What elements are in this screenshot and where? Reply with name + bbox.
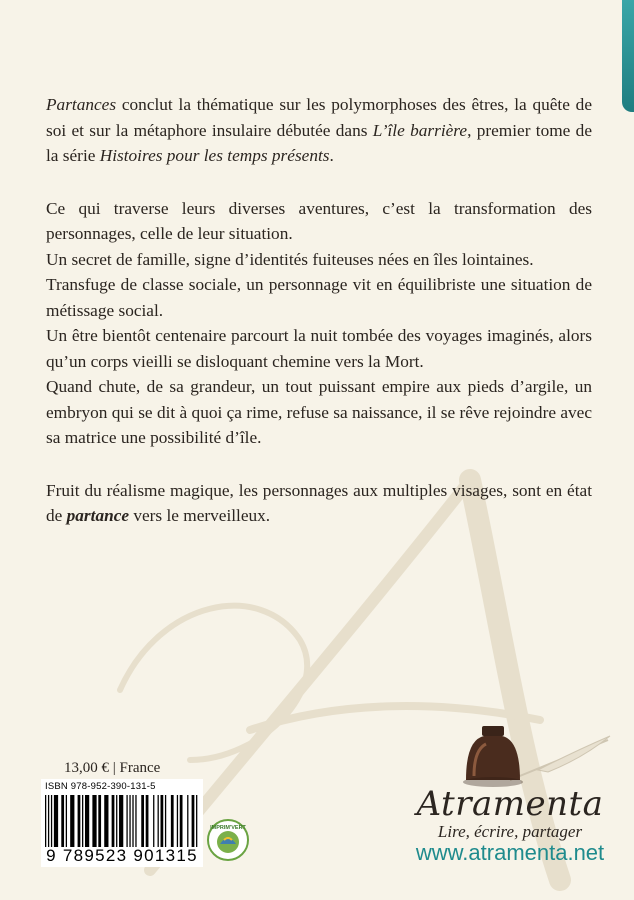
barcode-bar xyxy=(92,795,96,847)
first-volume-title: L’île barrière xyxy=(372,120,468,140)
isbn-label: ISBN 978-952-390-131-5 xyxy=(45,781,156,792)
barcode-bar xyxy=(132,795,133,847)
book-title: Partances xyxy=(46,95,117,114)
price-label: 13,00 € | France xyxy=(64,760,161,776)
barcode-bar xyxy=(146,795,149,847)
barcode-bar xyxy=(45,795,46,847)
barcode-bar xyxy=(165,795,166,847)
imprim-vert-icon xyxy=(206,818,250,862)
barcode-bar xyxy=(158,795,159,847)
barcode-bar xyxy=(48,795,49,847)
barcode-bar xyxy=(54,795,58,847)
barcode-bar xyxy=(126,795,127,847)
barcode-bar xyxy=(196,795,197,847)
barcode-bar xyxy=(82,795,83,847)
barcode-bar xyxy=(51,795,52,847)
barcode-bar xyxy=(119,795,123,847)
barcode-bar xyxy=(104,795,108,847)
barcode-bar xyxy=(161,795,164,847)
barcode-bar xyxy=(141,795,144,847)
barcode-bar xyxy=(153,795,154,847)
publisher-website[interactable]: www.atramenta.net xyxy=(415,840,605,865)
paragraph-secret: Un secret de famille, signe d’identités fuiteuses nées en îles lointaines. xyxy=(46,249,534,269)
barcode-bar xyxy=(180,795,183,847)
barcode-bar xyxy=(129,795,130,847)
barcode-bar xyxy=(112,795,115,847)
barcode-bar xyxy=(78,795,81,847)
barcode-bar xyxy=(116,795,117,847)
paragraph-conclusion: Fruit du réalisme magique, les personnages aux multiples visages, sont en état de partance vers le merveilleux. xyxy=(46,480,592,525)
paragraph-empire: Quand chute, de sa grandeur, un tout puissant empire aux pieds d’argile, un embryon qui se dit à quoi ça rime, refuse sa naissance, il se rêve rejoindre avec sa matrice une possibilité d’île. xyxy=(46,377,592,447)
inkwell-icon xyxy=(458,722,618,792)
paragraph-transfuge: Transfuge de classe sociale, un personnage vit en équilibriste une situation de métissage social. xyxy=(46,275,592,320)
barcode xyxy=(41,779,203,867)
partance-emphasis: partance xyxy=(66,506,130,525)
barcode-bar xyxy=(70,795,74,847)
barcode-bar xyxy=(192,795,195,847)
paragraph-transformation: Ce qui traverse leurs diverses aventures, c’est la transformation des personnages, celle de leur situation. xyxy=(46,198,592,243)
paragraph-intro: Partances conclut la thématique sur les polymorphoses des êtres, la quête de soi et sur la métaphore insulaire débutée dans L’île barrière, premier tome de la série Histoires pour les temps présents. xyxy=(46,95,592,165)
back-cover-text xyxy=(46,92,592,529)
barcode-bar xyxy=(177,795,178,847)
barcode-bar xyxy=(187,795,188,847)
barcode-bar xyxy=(85,795,89,847)
publisher-name: Atramenta xyxy=(416,784,604,824)
barcode-bar xyxy=(135,795,136,847)
barcode-bar xyxy=(98,795,101,847)
paragraph-centenaire: Un être bientôt centenaire parcourt la nuit tombée des voyages imaginés, alors qu’un corps vieilli se disloquant chemine vers la Mort. xyxy=(46,326,592,371)
barcode-digits: 9 789523 901315 xyxy=(46,846,198,865)
barcode-bar xyxy=(66,795,67,847)
series-title: Histoires pour les temps présents xyxy=(99,146,330,165)
barcode-bar xyxy=(171,795,174,847)
publisher-tagline: Lire, écrire, partager xyxy=(437,822,583,841)
barcode-bars xyxy=(45,795,199,847)
barcode-bar xyxy=(61,795,64,847)
badge-text: IMPRIM'VERT xyxy=(210,825,246,831)
